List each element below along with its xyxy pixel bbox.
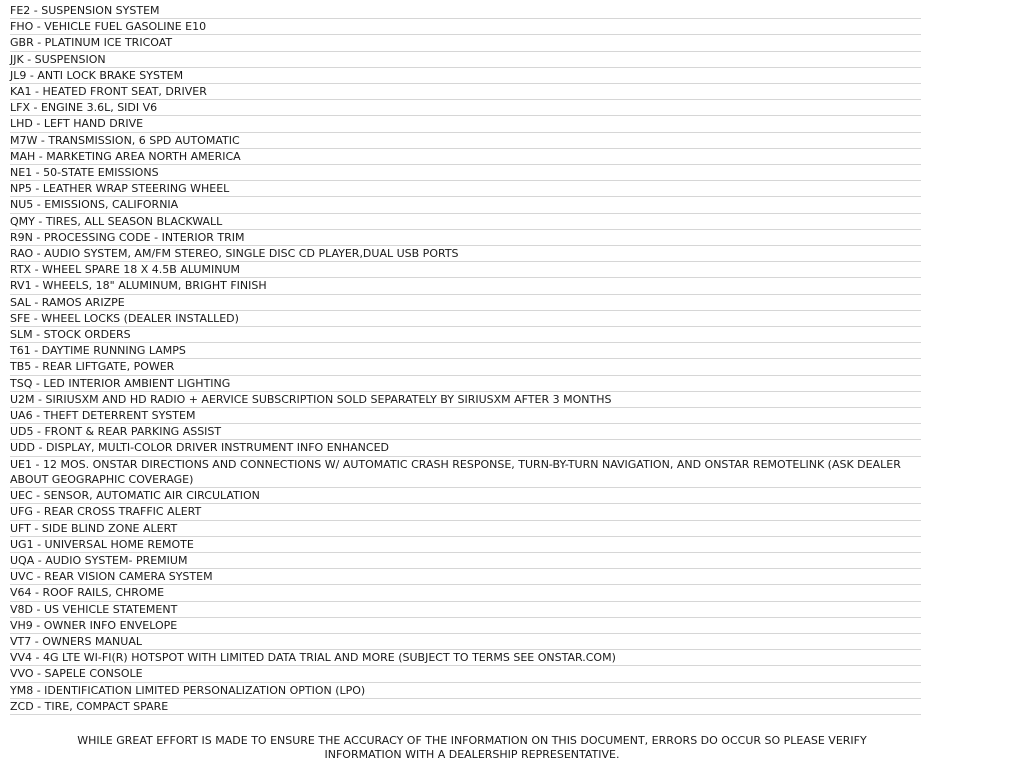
option-row: KA1 - HEATED FRONT SEAT, DRIVER <box>10 84 921 100</box>
option-row: VH9 - OWNER INFO ENVELOPE <box>10 618 921 634</box>
option-row: NP5 - LEATHER WRAP STEERING WHEEL <box>10 181 921 197</box>
option-row: GBR - PLATINUM ICE TRICOAT <box>10 35 921 51</box>
option-row: NE1 - 50-STATE EMISSIONS <box>10 165 921 181</box>
disclaimer <box>60 734 884 762</box>
option-row: SAL - RAMOS ARIZPE <box>10 295 921 311</box>
option-row: JL9 - ANTI LOCK BRAKE SYSTEM <box>10 68 921 84</box>
disclaimer-line-1: WHILE GREAT EFFORT IS MADE TO ENSURE THE ACCURACY OF THE INFORMATION ON THIS DOCUMENT, ERRORS DO OCCUR SO PLEASE VERIFY <box>77 734 867 747</box>
option-row: JJK - SUSPENSION <box>10 52 921 68</box>
option-row: UVC - REAR VISION CAMERA SYSTEM <box>10 569 921 585</box>
option-row: FHO - VEHICLE FUEL GASOLINE E10 <box>10 19 921 35</box>
option-row: UFG - REAR CROSS TRAFFIC ALERT <box>10 504 921 520</box>
option-row: SFE - WHEEL LOCKS (DEALER INSTALLED) <box>10 311 921 327</box>
option-row: YM8 - IDENTIFICATION LIMITED PERSONALIZATION OPTION (LPO) <box>10 683 921 699</box>
option-row: MAH - MARKETING AREA NORTH AMERICA <box>10 149 921 165</box>
option-row: SLM - STOCK ORDERS <box>10 327 921 343</box>
option-row: UEC - SENSOR, AUTOMATIC AIR CIRCULATION <box>10 488 921 504</box>
option-row: UA6 - THEFT DETERRENT SYSTEM <box>10 408 921 424</box>
option-row: FE2 - SUSPENSION SYSTEM <box>10 3 921 19</box>
option-row: UDD - DISPLAY, MULTI-COLOR DRIVER INSTRUMENT INFO ENHANCED <box>10 440 921 456</box>
option-row: T61 - DAYTIME RUNNING LAMPS <box>10 343 921 359</box>
option-row: ZCD - TIRE, COMPACT SPARE <box>10 699 921 715</box>
option-row: TSQ - LED INTERIOR AMBIENT LIGHTING <box>10 376 921 392</box>
option-row: LHD - LEFT HAND DRIVE <box>10 116 921 132</box>
disclaimer-line-2: INFORMATION WITH A DEALERSHIP REPRESENTATIVE. <box>324 748 620 761</box>
option-row: VT7 - OWNERS MANUAL <box>10 634 921 650</box>
option-row: UFT - SIDE BLIND ZONE ALERT <box>10 521 921 537</box>
option-row: QMY - TIRES, ALL SEASON BLACKWALL <box>10 214 921 230</box>
option-row: UD5 - FRONT & REAR PARKING ASSIST <box>10 424 921 440</box>
option-row: NU5 - EMISSIONS, CALIFORNIA <box>10 197 921 213</box>
option-row: R9N - PROCESSING CODE - INTERIOR TRIM <box>10 230 921 246</box>
option-row: RAO - AUDIO SYSTEM, AM/FM STEREO, SINGLE DISC CD PLAYER,DUAL USB PORTS <box>10 246 921 262</box>
option-code-list <box>10 3 921 715</box>
option-row: TB5 - REAR LIFTGATE, POWER <box>10 359 921 375</box>
option-row: V8D - US VEHICLE STATEMENT <box>10 602 921 618</box>
option-row: V64 - ROOF RAILS, CHROME <box>10 585 921 601</box>
option-row: LFX - ENGINE 3.6L, SIDI V6 <box>10 100 921 116</box>
option-row: VVO - SAPELE CONSOLE <box>10 666 921 682</box>
option-row: UG1 - UNIVERSAL HOME REMOTE <box>10 537 921 553</box>
option-row: VV4 - 4G LTE WI-FI(R) HOTSPOT WITH LIMITED DATA TRIAL AND MORE (SUBJECT TO TERMS SEE ONSTAR.COM) <box>10 650 921 666</box>
option-row: UE1 - 12 MOS. ONSTAR DIRECTIONS AND CONNECTIONS W/ AUTOMATIC CRASH RESPONSE, TURN-BY-TURN NAVIGATION, AND ONSTAR REMOTELINK (ASK DEALER ABOUT GEOGRAPHIC COVERAGE) <box>10 457 921 488</box>
option-row: RV1 - WHEELS, 18" ALUMINUM, BRIGHT FINISH <box>10 278 921 294</box>
option-row: RTX - WHEEL SPARE 18 X 4.5B ALUMINUM <box>10 262 921 278</box>
option-row: UQA - AUDIO SYSTEM- PREMIUM <box>10 553 921 569</box>
option-row: M7W - TRANSMISSION, 6 SPD AUTOMATIC <box>10 133 921 149</box>
option-row: U2M - SIRIUSXM AND HD RADIO + AERVICE SUBSCRIPTION SOLD SEPARATELY BY SIRIUSXM AFTER 3 MONTHS <box>10 392 921 408</box>
